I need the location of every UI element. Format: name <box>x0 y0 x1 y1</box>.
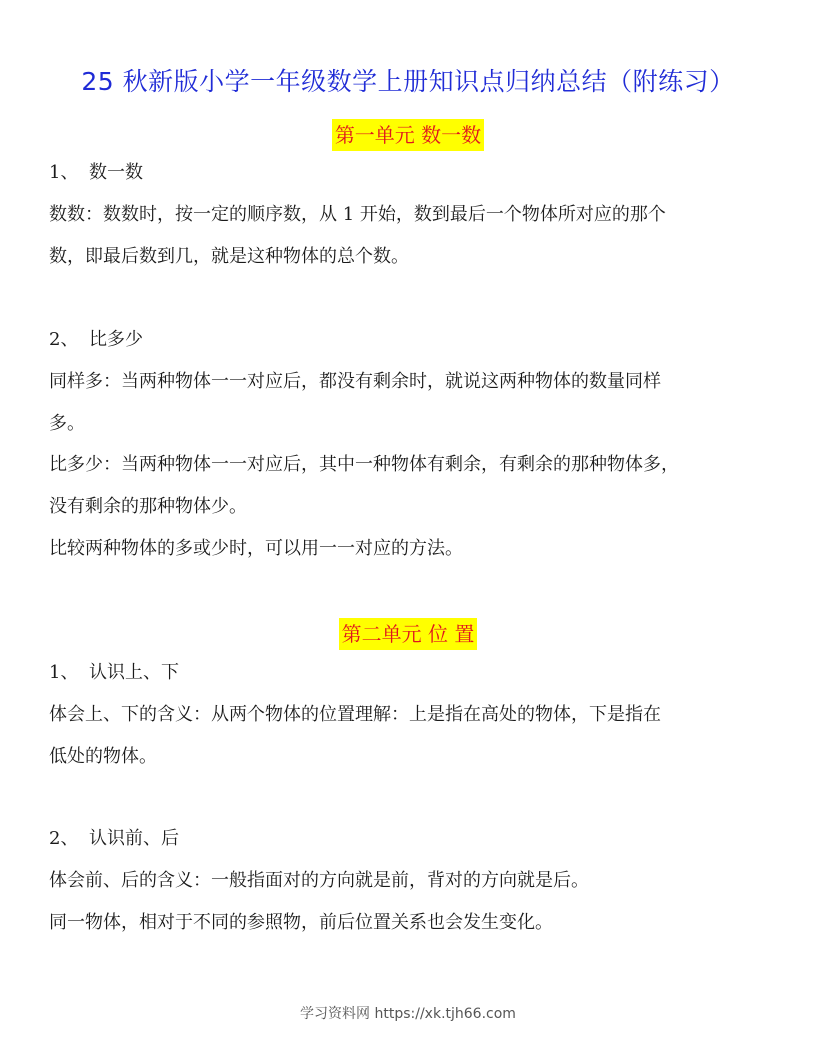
page-footer: 学习资料网 https://xk.tjh66.com <box>300 1006 516 1022</box>
paragraph-line: 低处的物体。 <box>49 746 157 767</box>
paragraph-line: 比多少：当两种物体一一对应后，其中一种物体有剩余，有剩余的那种物体多， <box>49 454 679 475</box>
section-number: 1、 <box>49 162 79 183</box>
section-number: 2、 <box>49 828 79 849</box>
section-heading-front-back <box>49 827 769 851</box>
paragraph-line: 比较两种物体的多或少时，可以用一一对应的方法。 <box>49 538 463 559</box>
unit-heading-1-label: 第一单元 数一数 <box>332 119 484 151</box>
paragraph-line: 数，即最后数到几，就是这种物体的总个数。 <box>49 246 409 267</box>
unit-heading-1 <box>0 119 816 151</box>
document-title: 25 秋新版小学一年级数学上册知识点归纳总结（附练习） <box>81 67 735 96</box>
section-heading-count <box>49 161 769 185</box>
unit-heading-2-label: 第二单元 位 置 <box>339 618 478 650</box>
paragraph-line: 体会上、下的含义：从两个物体的位置理解：上是指在高处的物体，下是指在 <box>49 704 661 725</box>
paragraph-line: 体会前、后的含义：一般指面对的方向就是前，背对的方向就是后。 <box>49 870 589 891</box>
paragraph-line: 多。 <box>49 413 85 434</box>
section-label: 认识上、下 <box>89 662 179 683</box>
section-label: 数一数 <box>89 162 143 183</box>
unit-heading-2 <box>0 618 816 650</box>
paragraph-line: 同一物体，相对于不同的参照物，前后位置关系也会发生变化。 <box>49 912 553 933</box>
paragraph-line: 同样多：当两种物体一一对应后，都没有剩余时，就说这两种物体的数量同样 <box>49 371 661 392</box>
section-heading-up-down <box>49 661 769 685</box>
paragraph-line: 没有剩余的那种物体少。 <box>49 496 247 517</box>
section-label: 比多少 <box>89 329 143 350</box>
section-number: 1、 <box>49 662 79 683</box>
section-heading-compare <box>49 328 769 352</box>
section-number: 2、 <box>49 329 79 350</box>
paragraph-line: 数数：数数时，按一定的顺序数，从 1 开始，数到最后一个物体所对应的那个 <box>49 204 666 225</box>
section-label: 认识前、后 <box>89 828 179 849</box>
